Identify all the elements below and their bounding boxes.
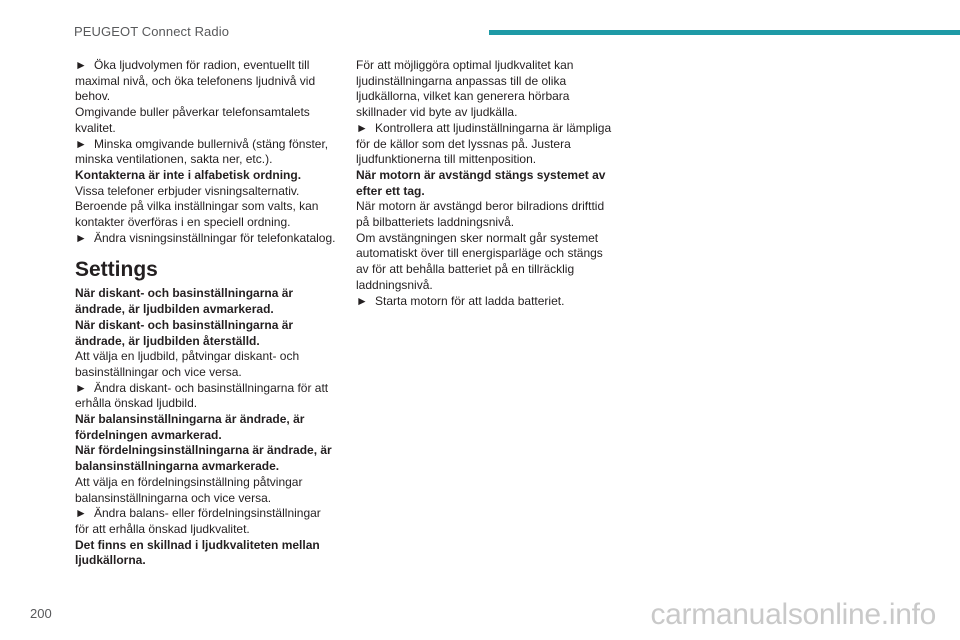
instruction-adjust-treble-bass: ► Ändra diskant- och basinställningarna för att erhålla önskad ljudbild.: [75, 380, 329, 411]
section-title-settings: Settings: [75, 258, 158, 282]
question-treble-bass-restored: När diskant- och basinställningarna är ändrade, är ljudbilden återställd.: [75, 317, 294, 348]
paragraph-noise-quality: Omgivande buller påverkar telefonsamtalets kvalitet.: [75, 105, 310, 135]
instruction-display-settings: ► Ändra visningsinställningar för telefonkatalog.: [75, 230, 336, 245]
question-distribution-deselected: När fördelningsinställningarna är ändrade, är balansinställningarna avmarkerade.: [75, 443, 332, 474]
instruction-increase-volume: ► Öka ljudvolymen för radion, eventuellt till maximal nivå, och öka telefonens ljudnivå vid behov.: [75, 58, 316, 104]
arrow-icon: ►: [356, 120, 368, 135]
question-treble-bass-deselected: När diskant- och basinställningarna är ändrade, är ljudbilden avmarkerad.: [75, 286, 294, 317]
question-balance-deselected: När balansinställningarna är ändrade, är fördelningen avmarkerad.: [75, 412, 305, 442]
instruction-reduce-noise: ► Minska omgivande bullernivå (stäng fönster, minska ventilationen, sakta ner, etc.).: [75, 136, 329, 167]
paragraph-sound-image: Att välja en ljudbild, påtvingar diskant- och basinställningar och vice versa.: [75, 349, 300, 379]
arrow-icon: ►: [356, 293, 368, 308]
paragraph-operating-time: När motorn är avstängd beror bilradions drifttid på bilbatteriets laddningsnivå.: [356, 199, 605, 230]
paragraph-display-options: Vissa telefoner erbjuder visningsalternativ. Beroende på vilka inställningar som valts, kan kontakter överföras i en speciell ordning.: [75, 183, 319, 230]
arrow-icon: ►: [75, 58, 87, 72]
arrow-icon: ►: [75, 136, 87, 151]
question-engine-off: När motorn är avstängd stängs systemet av efter ett tag.: [356, 167, 606, 198]
arrow-icon: ►: [75, 230, 87, 245]
question-source-difference: Det finns en skillnad i ljudkvaliteten mellan ljudkällorna.: [75, 537, 320, 568]
paragraph-optimal-quality: För att möjliggöra optimal ljudkvalitet kan ljudinställningarna anpassas till de olika ljudkällorna, vilket kan generera hörbara skillnader vid byte av ljudkälla.: [356, 58, 574, 120]
header-title: PEUGEOT Connect Radio: [74, 24, 230, 39]
paragraph-distribution: Att välja en fördelningsinställning påtvingar balansinställningarna och vice versa.: [75, 474, 303, 505]
left-column: [75, 58, 337, 569]
arrow-icon: ►: [75, 506, 87, 521]
question-contacts-order: Kontakterna är inte i alfabetisk ordning.: [75, 167, 302, 182]
header-accent-bar: [489, 30, 960, 35]
instruction-check-settings: ► Kontrollera att ljudinställningarna är lämpliga för de källor som det lyssnas på. Justera ljudfunktionerna till mittenposition.: [356, 120, 612, 167]
paragraph-energy-saving: Om avstängningen sker normalt går systemet automatiskt över till energisparläge och stängs av för att behålla batteriet på en tillräcklig laddningsnivå.: [356, 230, 603, 292]
arrow-icon: ►: [75, 380, 87, 395]
page-number: 200: [30, 606, 52, 621]
right-column: [356, 58, 618, 309]
watermark: carmanualsonline.info: [650, 598, 936, 631]
instruction-start-engine: ► Starta motorn för att ladda batteriet.: [356, 293, 565, 308]
instruction-adjust-balance: ► Ändra balans- eller fördelningsinställningar för att erhålla önskad ljudkvalitet.: [75, 506, 321, 536]
